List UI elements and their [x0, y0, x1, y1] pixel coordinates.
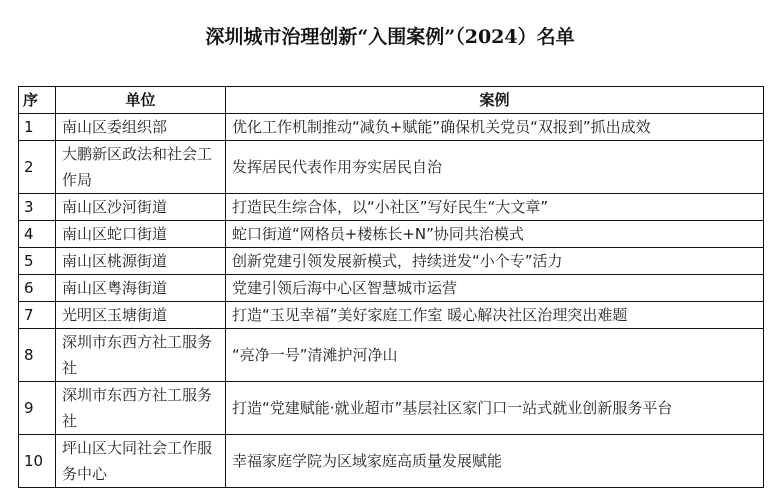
unit-cell: 南山区委组织部	[56, 114, 226, 141]
unit-cell: 南山区粤海街道	[56, 275, 226, 302]
case-cell: 蛇口街道“网格员+楼栋长+N”协同共治模式	[226, 221, 764, 248]
case-cell: “亮净一号”清滩护河净山	[226, 329, 764, 382]
row-number: 6	[19, 275, 56, 302]
case-cell: 幸福家庭学院为区域家庭高质量发展赋能	[226, 435, 764, 488]
row-number: 4	[19, 221, 56, 248]
table-header-row	[19, 87, 764, 114]
column-header-unit: 单位	[56, 87, 226, 114]
case-cell: 创新党建引领发展新模式，持续迸发“小个专”活力	[226, 248, 764, 275]
unit-cell: 南山区蛇口街道	[56, 221, 226, 248]
table-row	[19, 382, 764, 435]
table-row	[19, 302, 764, 329]
row-number: 9	[19, 382, 56, 435]
table-row	[19, 114, 764, 141]
row-number: 2	[19, 141, 56, 194]
case-cell: 优化工作机制推动“减负+赋能”确保机关党员“双报到”抓出成效	[226, 114, 764, 141]
row-number: 7	[19, 302, 56, 329]
table-row	[19, 194, 764, 221]
unit-cell: 坪山区大同社会工作服务中心	[56, 435, 226, 488]
case-cell: 党建引领后海中心区智慧城市运营	[226, 275, 764, 302]
table-row	[19, 221, 764, 248]
table-row	[19, 248, 764, 275]
case-cell: 打造民生综合体，以“小社区”写好民生“大文章”	[226, 194, 764, 221]
unit-cell: 光明区玉塘街道	[56, 302, 226, 329]
row-number: 1	[19, 114, 56, 141]
unit-cell: 南山区沙河街道	[56, 194, 226, 221]
row-number: 10	[19, 435, 56, 488]
case-cell: 打造“党建赋能·就业超市”基层社区家门口一站式就业创新服务平台	[226, 382, 764, 435]
table-row	[19, 275, 764, 302]
case-cell: 打造“玉见幸福”美好家庭工作室 暖心解决社区治理突出难题	[226, 302, 764, 329]
case-cell: 发挥居民代表作用夯实居民自治	[226, 141, 764, 194]
unit-cell: 深圳市东西方社工服务社	[56, 329, 226, 382]
table-row	[19, 141, 764, 194]
column-header-no: 序	[19, 87, 56, 114]
row-number: 5	[19, 248, 56, 275]
page-title: 深圳城市治理创新“入围案例”（2024）名单	[205, 26, 575, 48]
unit-cell: 南山区桃源街道	[56, 248, 226, 275]
unit-cell: 大鹏新区政法和社会工作局	[56, 141, 226, 194]
table-row	[19, 435, 764, 488]
row-number: 8	[19, 329, 56, 382]
column-header-case: 案例	[226, 87, 764, 114]
table-row	[19, 329, 764, 382]
list-table	[18, 86, 764, 488]
row-number: 3	[19, 194, 56, 221]
unit-cell: 深圳市东西方社工服务社	[56, 382, 226, 435]
